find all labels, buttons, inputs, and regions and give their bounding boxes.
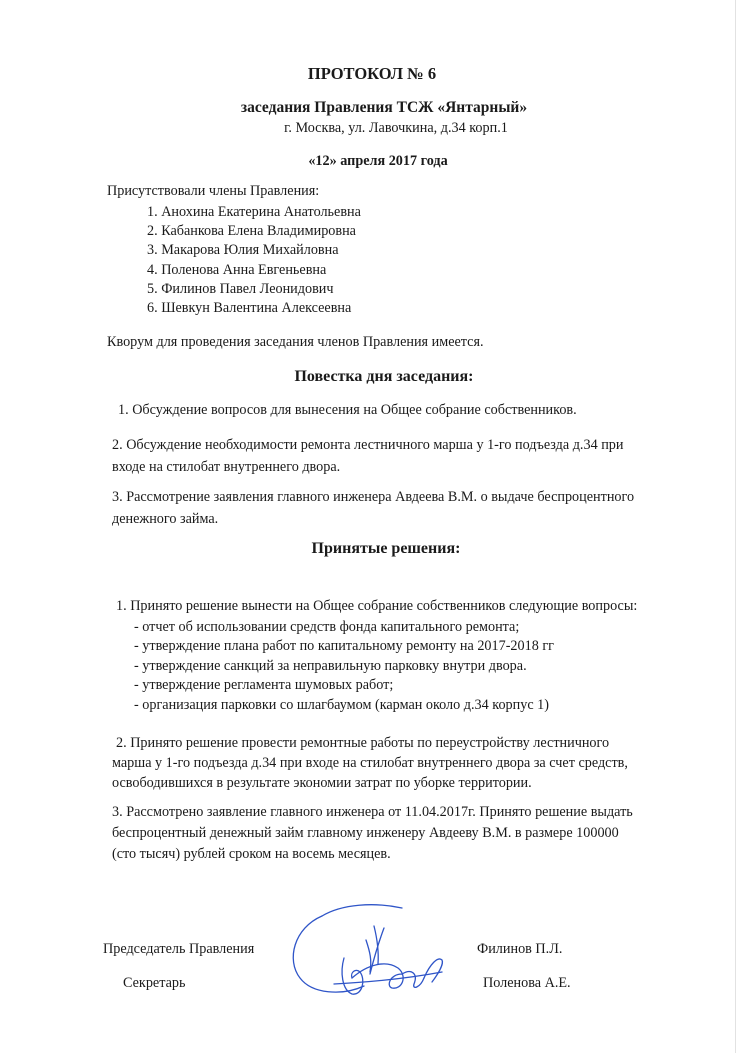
decision-list-item: - утверждение санкций за неправильную парковку внутри двора.	[134, 657, 527, 674]
decision-line: беспроцентный денежный займ главному инженеру Авдееву В.М. в размере 100000	[112, 825, 619, 841]
decision-list-item: - утверждение плана работ по капитальному ремонту на 2017-2018 гг	[134, 638, 554, 655]
decision-line: освободившихся в результате экономии затрат по уборке территории.	[112, 775, 532, 791]
document-title: ПРОТОКОЛ № 6	[307, 64, 437, 83]
quorum-statement: Кворум для проведения заседания членов Правления имеется.	[107, 334, 484, 350]
chairman-name: Филинов П.Л.	[477, 941, 563, 957]
decision-item	[112, 802, 688, 865]
member-item: 2. Кабанкова Елена Владимировна	[147, 223, 356, 240]
chairman-role: Председатель Правления	[103, 941, 255, 957]
agenda-item-line: 3. Рассмотрение заявления главного инженера Авдеева В.М. о выдаче беспроцентного	[112, 489, 635, 505]
decision-item-list	[134, 618, 554, 715]
agenda-item-line: 2. Обсуждение необходимости ремонта лестничного марша у 1-го подъезда д.34 при	[112, 437, 624, 453]
member-list	[147, 203, 361, 318]
decision-item	[112, 733, 688, 793]
member-item: 4. Поленова Анна Евгеньевна	[147, 261, 327, 278]
decision-line: (сто тысяч) рублей сроком на восемь месяцев.	[112, 846, 391, 862]
member-item: 1. Анохина Екатерина Анатольевна	[147, 204, 361, 220]
agenda-heading: Повестка дня заседания:	[294, 368, 474, 385]
document-subtitle: заседания Правления ТСЖ «Янтарный»	[240, 99, 528, 116]
decision-intro: 1. Принято решение вынести на Общее собрание собственников следующие вопросы:	[116, 598, 638, 614]
decision-list-item: - организация парковки со шлагбаумом (карман около д.34 корпус 1)	[134, 696, 549, 713]
decision-list-item: - отчет об использовании средств фонда капитального ремонта;	[134, 619, 520, 635]
member-item: 6. Шевкун Валентина Алексеевна	[147, 299, 352, 316]
agenda-item-line: входе на стилобат внутреннего двора.	[112, 459, 341, 475]
agenda-item	[112, 434, 691, 478]
decision-list-item: - утверждение регламента шумовых работ;	[134, 677, 394, 694]
member-item: 3. Макарова Юлия Михайловна	[147, 242, 339, 259]
handwritten-signature	[282, 898, 452, 1008]
secretary-name: Поленова А.Е.	[483, 975, 571, 991]
agenda-item-line: денежного займа.	[112, 511, 219, 527]
decision-line: 2. Принято решение провести ремонтные работы по переустройству лестничного	[116, 735, 610, 751]
decisions-heading: Принятые решения:	[311, 540, 461, 557]
member-item: 5. Филинов Павел Леонидович	[147, 280, 334, 297]
secretary-role: Секретарь	[123, 975, 186, 991]
agenda-item: 1. Обсуждение вопросов для вынесения на Общее собрание собственников.	[118, 402, 577, 418]
document-address: г. Москва, ул. Лавочкина, д.34 корп.1	[284, 120, 508, 136]
agenda-item	[112, 486, 691, 530]
attendance-heading: Присутствовали члены Правления:	[107, 183, 320, 199]
decision-line: 3. Рассмотрено заявление главного инженера от 11.04.2017г. Принято решение выдать	[112, 804, 633, 820]
decision-line: марша у 1-го подъезда д.34 при входе на стилобат внутреннего двора за счет средств,	[112, 755, 628, 771]
document-date: «12» апреля 2017 года	[308, 153, 448, 169]
